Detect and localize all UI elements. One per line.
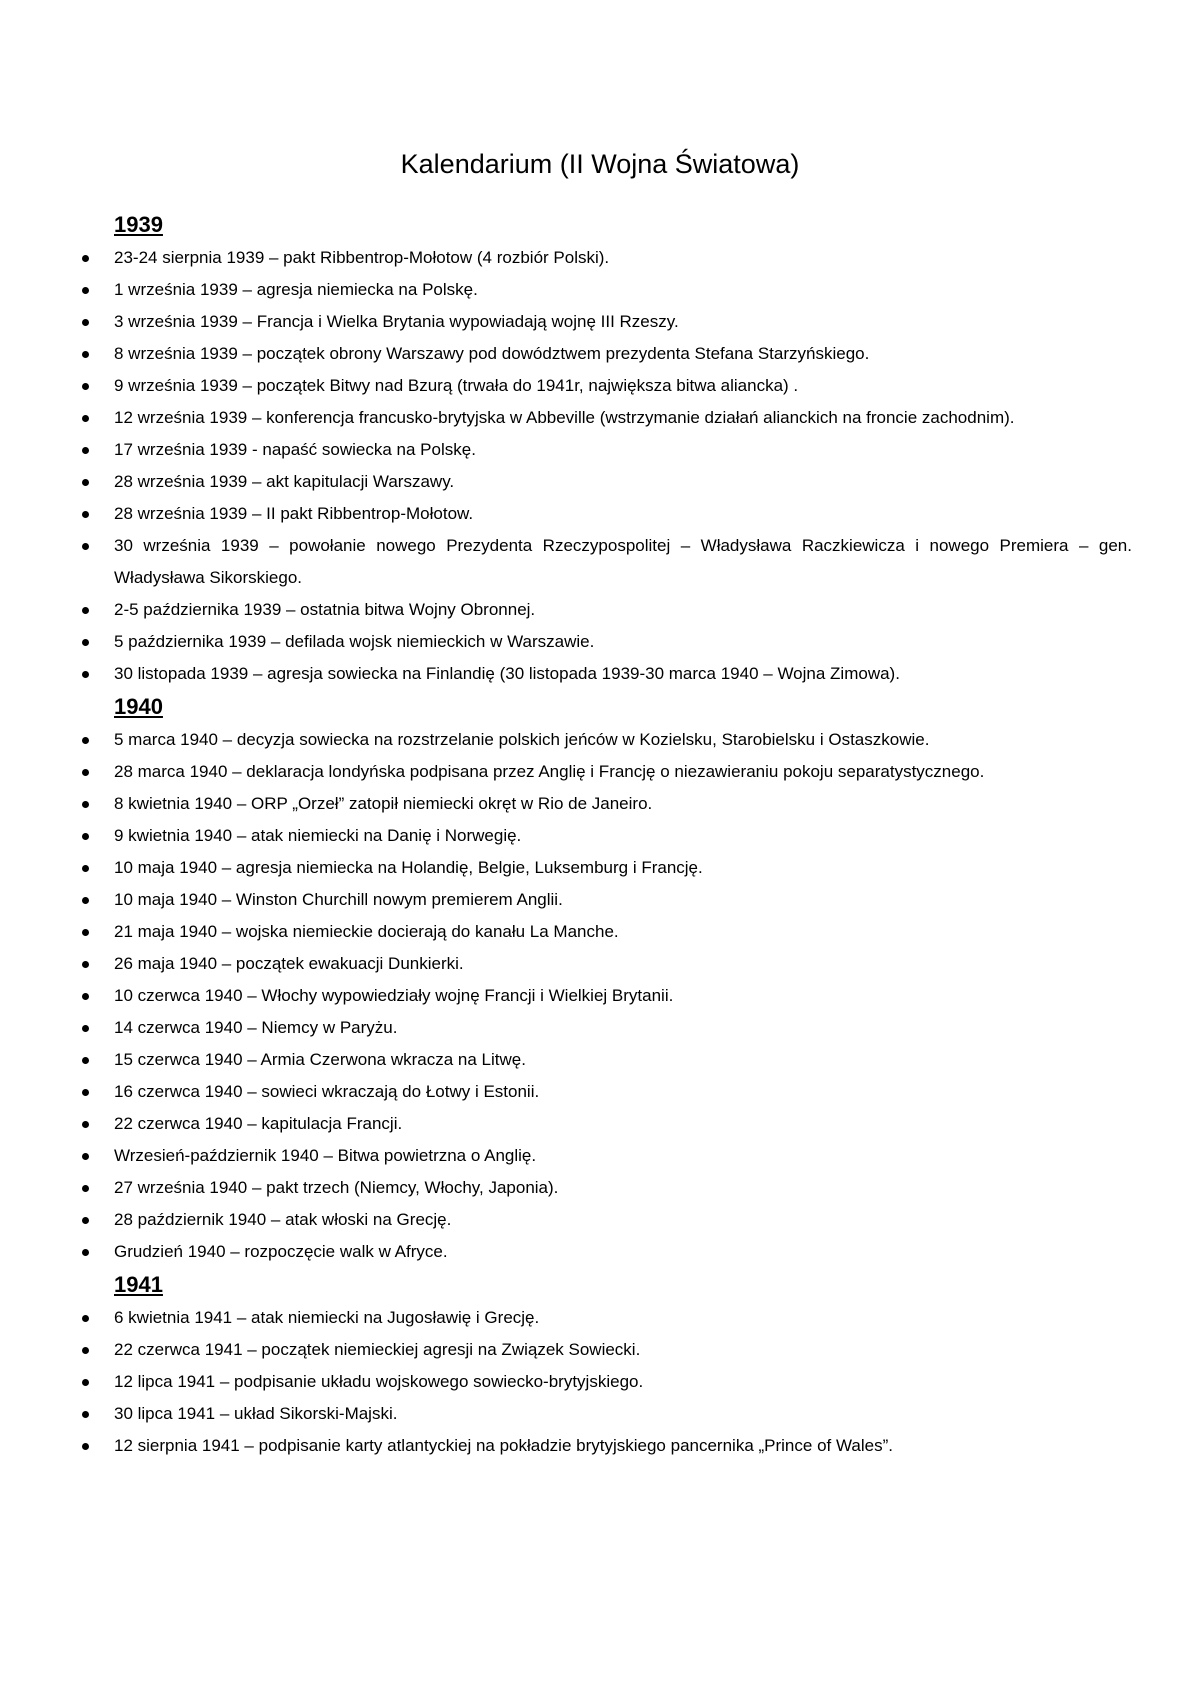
event-text: 14 czerwca 1940 – Niemcy w Paryżu. (114, 1018, 398, 1037)
bullet-icon (82, 543, 89, 550)
event-list (82, 724, 1132, 1268)
bullet-icon (82, 961, 89, 968)
event-item (82, 338, 1132, 370)
event-text: 22 czerwca 1941 – początek niemieckiej agresji na Związek Sowiecki. (114, 1340, 641, 1359)
bullet-icon (82, 993, 89, 1000)
event-text: 22 czerwca 1940 – kapitulacja Francji. (114, 1114, 403, 1133)
event-item (82, 756, 1132, 788)
bullet-icon (82, 607, 89, 614)
event-item (82, 852, 1132, 884)
event-text: 17 września 1939 - napaść sowiecka na Polskę. (114, 440, 476, 459)
event-text: 27 września 1940 – pakt trzech (Niemcy, Włochy, Japonia). (114, 1178, 559, 1197)
event-text: 3 września 1939 – Francja i Wielka Brytania wypowiadają wojnę III Rzeszy. (114, 312, 679, 331)
event-text: 30 września 1939 – powołanie nowego Prezydenta Rzeczypospolitej – Władysława Raczkiewicza i nowego Premiera – gen. Władysława Sikorskiego. (114, 536, 1132, 587)
event-text: 30 listopada 1939 – agresja sowiecka na Finlandię (30 listopada 1939-30 marca 1940 – Wojna Zimowa). (114, 664, 900, 683)
event-text: 28 październik 1940 – atak włoski na Grecję. (114, 1210, 452, 1229)
event-item (82, 916, 1132, 948)
event-text: 5 marca 1940 – decyzja sowiecka na rozstrzelanie polskich jeńców w Kozielsku, Starobielsku i Ostaszkowie. (114, 730, 930, 749)
bullet-icon (82, 769, 89, 776)
event-text: 12 lipca 1941 – podpisanie układu wojskowego sowiecko-brytyjskiego. (114, 1372, 644, 1391)
bullet-icon (82, 1249, 89, 1256)
page-title: Kalendarium (II Wojna Światowa) (400, 149, 800, 179)
bullet-icon (82, 319, 89, 326)
event-text: 1 września 1939 – agresja niemiecka na Polskę. (114, 280, 478, 299)
bullet-icon (82, 479, 89, 486)
event-item (82, 434, 1132, 466)
bullet-icon (82, 1121, 89, 1128)
bullet-icon (82, 1379, 89, 1386)
event-item (82, 1108, 1132, 1140)
event-text: 12 września 1939 – konferencja francusko-brytyjska w Abbeville (wstrzymanie działań alianckich na froncie zachodnim). (114, 408, 1015, 427)
event-item (82, 884, 1132, 916)
event-text: 16 czerwca 1940 – sowieci wkraczają do Łotwy i Estonii. (114, 1082, 540, 1101)
bullet-icon (82, 1315, 89, 1322)
bullet-icon (82, 1089, 89, 1096)
event-item (82, 724, 1132, 756)
bullet-icon (82, 1057, 89, 1064)
event-text: 15 czerwca 1940 – Armia Czerwona wkracza na Litwę. (114, 1050, 526, 1069)
year-section (82, 690, 1132, 1268)
bullet-icon (82, 1411, 89, 1418)
bullet-icon (82, 255, 89, 262)
bullet-icon (82, 1217, 89, 1224)
event-item (82, 1236, 1132, 1268)
event-item (82, 1430, 1132, 1462)
event-text: 8 września 1939 – początek obrony Warszawy pod dowództwem prezydenta Stefana Starzyńskiego. (114, 344, 870, 363)
event-item (82, 788, 1132, 820)
event-item (82, 1140, 1132, 1172)
bullet-icon (82, 865, 89, 872)
event-text: 10 maja 1940 – agresja niemiecka na Holandię, Belgie, Luksemburg i Francję. (114, 858, 703, 877)
event-text: 12 sierpnia 1941 – podpisanie karty atlantyckiej na pokładzie brytyjskiego pancernika „Prince of Wales”. (114, 1436, 893, 1455)
bullet-icon (82, 447, 89, 454)
event-item (82, 948, 1132, 980)
event-item (82, 626, 1132, 658)
event-text: 9 kwietnia 1940 – atak niemiecki na Danię i Norwegię. (114, 826, 522, 845)
event-item (82, 1334, 1132, 1366)
event-item (82, 530, 1132, 594)
event-text: 26 maja 1940 – początek ewakuacji Dunkierki. (114, 954, 464, 973)
event-text: 8 kwietnia 1940 – ORP „Orzeł” zatopił niemiecki okręt w Rio de Janeiro. (114, 794, 653, 813)
bullet-icon (82, 737, 89, 744)
event-item (82, 820, 1132, 852)
bullet-icon (82, 671, 89, 678)
event-item (82, 242, 1132, 274)
bullet-icon (82, 1443, 89, 1450)
event-item (82, 402, 1132, 434)
event-text: 28 września 1939 – II pakt Ribbentrop-Mołotow. (114, 504, 474, 523)
bullet-icon (82, 929, 89, 936)
event-list (82, 1302, 1132, 1462)
event-text: 6 kwietnia 1941 – atak niemiecki na Jugosławię i Grecję. (114, 1308, 540, 1327)
event-text: 21 maja 1940 – wojska niemieckie docierają do kanału La Manche. (114, 922, 619, 941)
year-section (82, 1268, 1132, 1462)
event-item (82, 498, 1132, 530)
year-heading: 1940 (114, 694, 163, 719)
event-item (82, 1012, 1132, 1044)
bullet-icon (82, 639, 89, 646)
event-item (82, 370, 1132, 402)
bullet-icon (82, 415, 89, 422)
event-item (82, 1076, 1132, 1108)
event-text: Wrzesień-październik 1940 – Bitwa powietrzna o Anglię. (114, 1146, 537, 1165)
bullet-icon (82, 383, 89, 390)
event-item (82, 980, 1132, 1012)
event-text: 2-5 października 1939 – ostatnia bitwa Wojny Obronnej. (114, 600, 536, 619)
event-item (82, 1366, 1132, 1398)
event-item (82, 1302, 1132, 1334)
bullet-icon (82, 511, 89, 518)
timeline (82, 208, 1132, 1462)
event-item (82, 1204, 1132, 1236)
event-text: 28 września 1939 – akt kapitulacji Warszawy. (114, 472, 455, 491)
event-text: Grudzień 1940 – rozpoczęcie walk w Afryce. (114, 1242, 448, 1261)
bullet-icon (82, 1153, 89, 1160)
bullet-icon (82, 351, 89, 358)
bullet-icon (82, 801, 89, 808)
year-section (82, 208, 1132, 690)
event-item (82, 1044, 1132, 1076)
event-item (82, 466, 1132, 498)
event-item (82, 1172, 1132, 1204)
bullet-icon (82, 833, 89, 840)
event-text: 23-24 sierpnia 1939 – pakt Ribbentrop-Mołotow (4 rozbiór Polski). (114, 248, 610, 267)
event-text: 5 października 1939 – defilada wojsk niemieckich w Warszawie. (114, 632, 595, 651)
bullet-icon (82, 1185, 89, 1192)
event-list (82, 242, 1132, 690)
event-item (82, 594, 1132, 626)
event-item (82, 1398, 1132, 1430)
bullet-icon (82, 897, 89, 904)
event-item (82, 274, 1132, 306)
event-item (82, 658, 1132, 690)
event-text: 9 września 1939 – początek Bitwy nad Bzurą (trwała do 1941r, największa bitwa aliancka) . (114, 376, 799, 395)
event-text: 30 lipca 1941 – układ Sikorski-Majski. (114, 1404, 398, 1423)
event-item (82, 306, 1132, 338)
event-text: 10 czerwca 1940 – Włochy wypowiedziały wojnę Francji i Wielkiej Brytanii. (114, 986, 674, 1005)
bullet-icon (82, 1025, 89, 1032)
bullet-icon (82, 287, 89, 294)
event-text: 10 maja 1940 – Winston Churchill nowym premierem Anglii. (114, 890, 563, 909)
year-heading: 1939 (114, 212, 163, 237)
year-heading: 1941 (114, 1272, 163, 1297)
event-text: 28 marca 1940 – deklaracja londyńska podpisana przez Anglię i Francję o niezawieraniu pokoju separatystycznego. (114, 762, 985, 781)
bullet-icon (82, 1347, 89, 1354)
